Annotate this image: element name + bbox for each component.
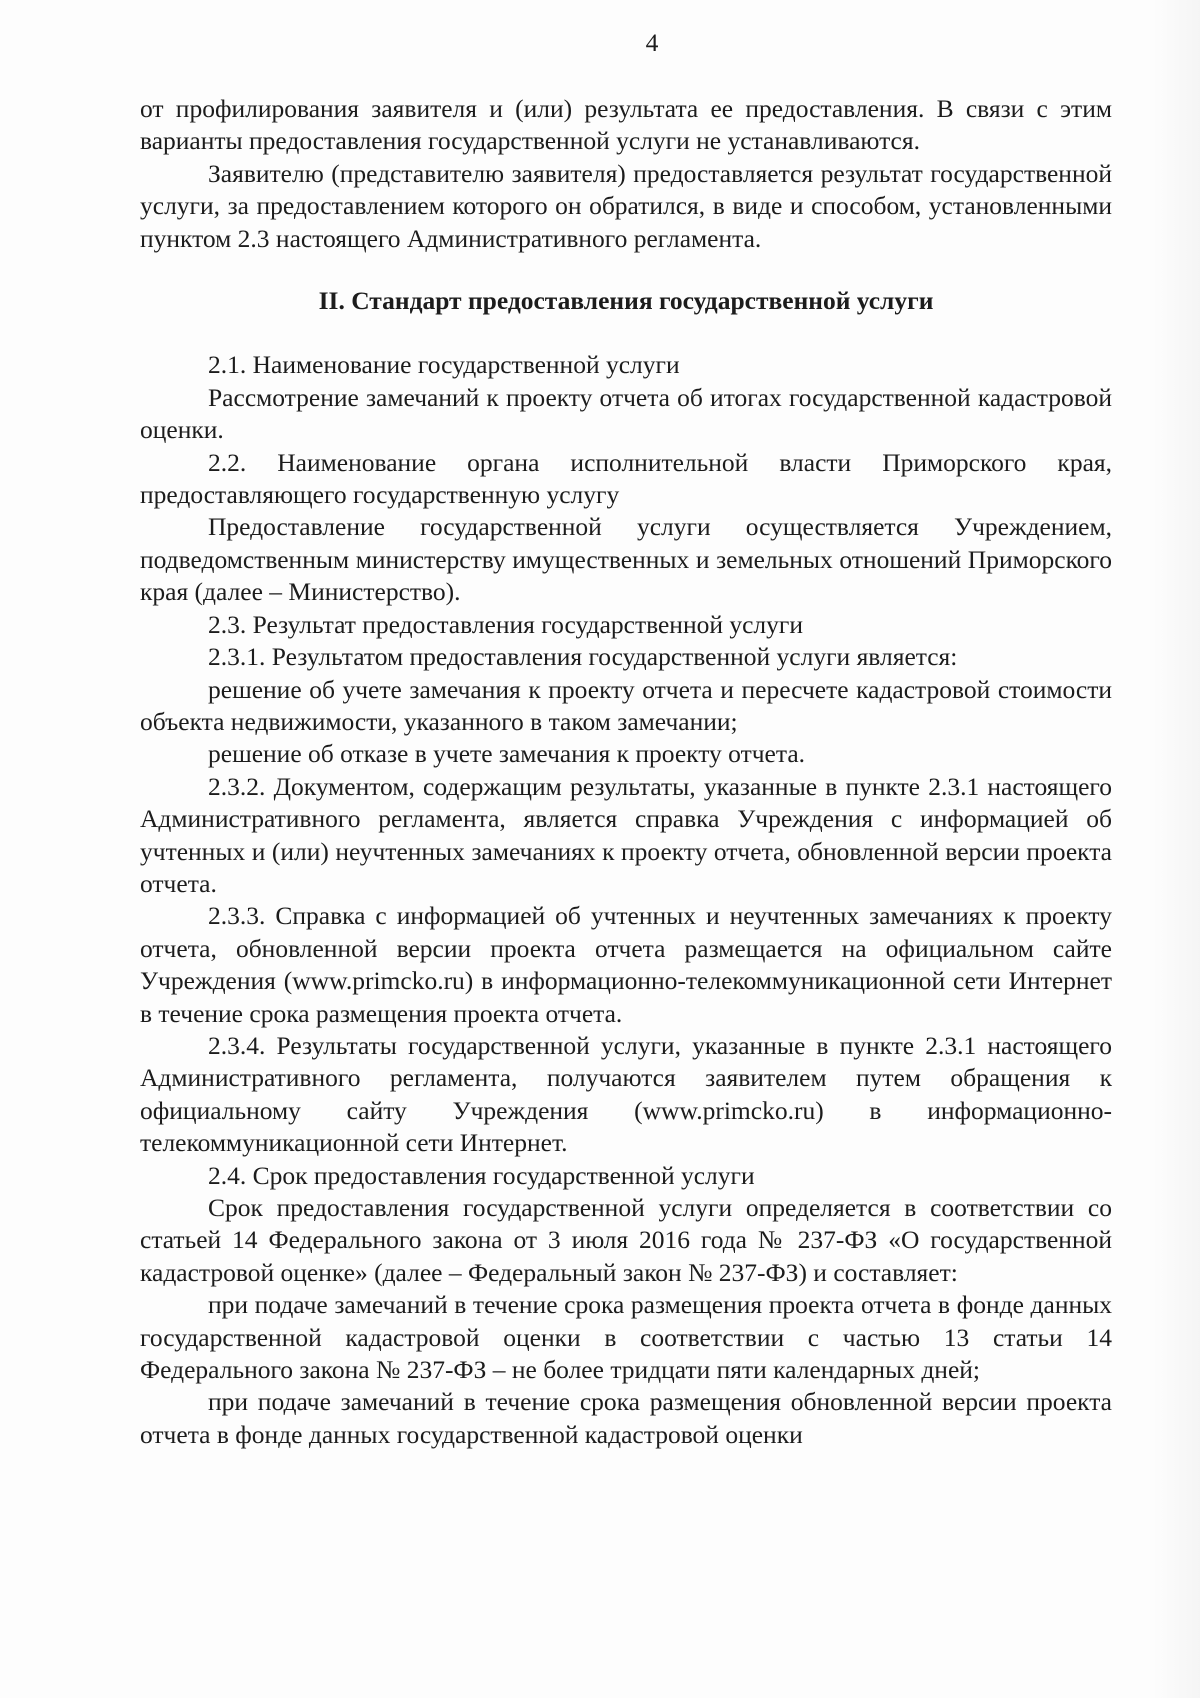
- heading-2-3: 2.3. Результат предоставления государственной услуги: [208, 609, 804, 639]
- heading-2-1: 2.1. Наименование государственной услуги: [208, 350, 680, 380]
- list-item-term-draft: при подаче замечаний в течение срока размещения проекта отчета в фонде данных государственной кадастровой оценки в соответствии с частью 13 статьи 14 Федерального закона № 237-ФЗ – не более тридцати пяти календарных дней;: [140, 1290, 1112, 1385]
- paragraph-service-name: Рассмотрение замечаний к проекту отчета об итогах государственной кадастровой оценки.: [140, 382, 1112, 445]
- paragraph-term: Срок предоставления государственной услуги определяется в соответствии со статьей 14 Федерального закона от 3 июля 2016 года № 237-ФЗ «О государственной кадастровой оценке» (далее – Федеральный закон № 237-ФЗ) и составляет:: [140, 1193, 1112, 1287]
- heading-2-4: 2.4. Срок предоставления государственной услуги: [208, 1160, 755, 1190]
- list-item-decision-refuse: решение об отказе в учете замечания к проекту отчета.: [208, 739, 806, 769]
- paragraph-2-3-4: 2.3.4. Результаты государственной услуги, указанные в пункте 2.3.1 настоящего Административного регламента, получаются заявителем путем обращения к официальному сайту Учреждения (www.primcko.ru) в информационно-телекоммуникационной сети Интернет.: [140, 1030, 1112, 1158]
- list-item-term-updated: при подаче замечаний в течение срока размещения обновленной версии проекта отчета в фонде данных государственной кадастровой оценки: [140, 1387, 1112, 1449]
- heading-2-2: 2.2. Наименование органа исполнительной власти Приморского края, предоставляющего государственную услугу: [140, 447, 1112, 510]
- paragraph-intro-continued: от профилирования заявителя и (или) результата ее предоставления. В связи с этим варианты предоставления государственной услуги не устанавливаются.: [140, 94, 1112, 156]
- paragraph-2-3-3: 2.3.3. Справка с информацией об учтенных и неучтенных замечаниях к проекту отчета, обновленной версии проекта отчета размещается на официальном сайте Учреждения (www.primcko.ru) в информационно-телекоммуникационной сети Интернет в течение срока размещения проекта отчета.: [140, 901, 1112, 1028]
- paragraph-applicant-result: Заявителю (представителю заявителя) предоставляется результат государственной услуги, за предоставлением которого он обратился, в виде и способом, установленными пунктом 2.3 настоящего Административного регламента.: [140, 158, 1112, 253]
- scan-edge-shade: [1152, 0, 1200, 1698]
- page-number: 4: [645, 28, 659, 57]
- paragraph-2-3-2: 2.3.2. Документом, содержащим результаты, указанные в пункте 2.3.1 настоящего Административного регламента, является справка Учреждения с информацией об учтенных и (или) неучтенных замечаниях к проекту отчета, обновленной версии проекта отчета.: [140, 771, 1112, 898]
- paragraph-2-3-1: 2.3.1. Результатом предоставления государственной услуги является:: [208, 642, 958, 672]
- list-item-decision-accept: решение об учете замечания к проекту отчета и пересчете кадастровой стоимости объекта недвижимости, указанного в таком замечании;: [140, 674, 1112, 736]
- paragraph-provider: Предоставление государственной услуги осуществляется Учреждением, подведомственным министерству имущественных и земельных отношений Приморского края (далее – Министерство).: [140, 512, 1112, 607]
- section-title: II. Стандарт предоставления государственной услуги: [318, 286, 934, 316]
